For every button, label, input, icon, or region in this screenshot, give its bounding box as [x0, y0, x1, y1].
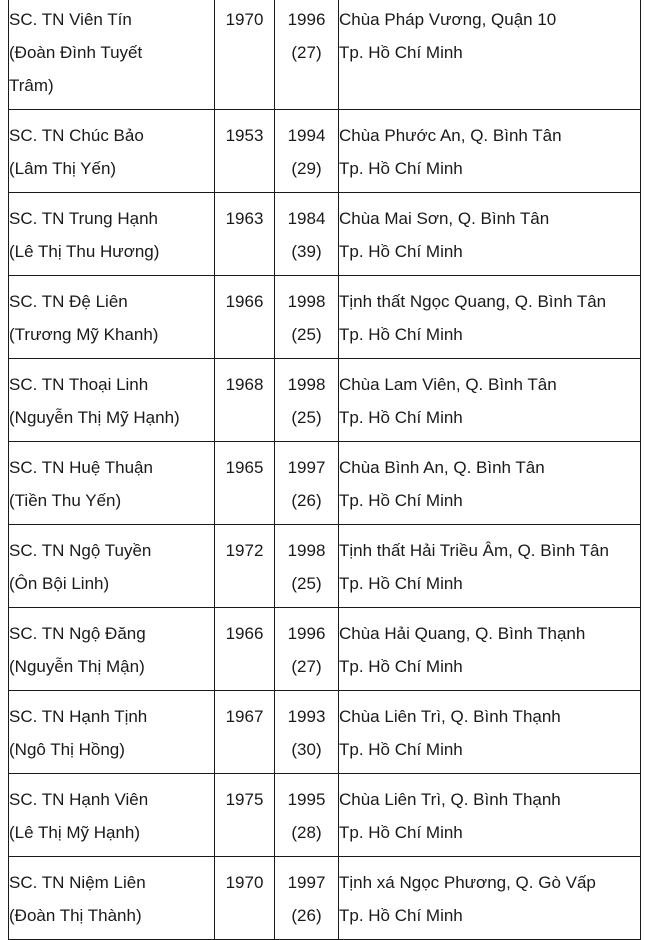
city-name: Tp. Hồ Chí Minh: [339, 159, 463, 178]
temple-cell: [339, 193, 641, 276]
birth-year-cell: [215, 774, 275, 857]
birth-year: 1975: [225, 790, 264, 809]
temple-cell: [339, 0, 641, 110]
temple-name: Chùa Liên Trì, Q. Bình Thạnh: [339, 707, 561, 726]
ordination-year: 1998: [287, 292, 326, 311]
lay-name: (Nguyễn Thị Mỹ Hạnh): [9, 408, 180, 427]
temple-cell: [339, 691, 641, 774]
name-cell: [9, 0, 215, 110]
city-name: Tp. Hồ Chí Minh: [339, 491, 463, 510]
years-count: (27): [291, 43, 322, 62]
lay-name: (Ôn Bội Linh): [9, 574, 110, 593]
years-count: (27): [291, 657, 322, 676]
ordination-cell: [275, 691, 339, 774]
lay-name: (Tiền Thu Yến): [9, 491, 122, 510]
birth-year-cell: [215, 525, 275, 608]
birth-year: 1963: [225, 209, 264, 228]
temple-cell: [339, 110, 641, 193]
table-body: [9, 0, 641, 940]
ordination-year: 1996: [287, 624, 326, 643]
lay-name: (Lâm Thị Yến): [9, 159, 117, 178]
birth-year: 1968: [225, 375, 264, 394]
name-cell: [9, 857, 215, 940]
lay-name: (Ngô Thị Hồng): [9, 740, 125, 759]
birth-year-cell: [215, 442, 275, 525]
religious-name: SC. TN Ngộ Tuyền: [9, 541, 152, 560]
ordination-cell: [275, 110, 339, 193]
birth-year: 1972: [225, 541, 264, 560]
temple-cell: [339, 857, 641, 940]
ordination-cell: [275, 608, 339, 691]
table-row: [9, 193, 641, 276]
years-count: (25): [291, 325, 322, 344]
religious-name: SC. TN Đệ Liên: [9, 292, 128, 311]
name-cell: [9, 608, 215, 691]
lay-name: (Đoàn Thị Thành): [9, 906, 142, 925]
religious-name: SC. TN Chúc Bảo: [9, 126, 144, 145]
birth-year-cell: [215, 276, 275, 359]
lay-name: (Lê Thị Mỹ Hạnh): [9, 823, 141, 842]
birth-year: 1966: [225, 292, 264, 311]
temple-name: Tịnh thất Hải Triều Âm, Q. Bình Tân: [339, 541, 609, 560]
temple-cell: [339, 608, 641, 691]
religious-name: SC. TN Niệm Liên: [9, 873, 146, 892]
birth-year: 1953: [225, 126, 264, 145]
temple-name: Chùa Bình An, Q. Bình Tân: [339, 458, 545, 477]
ordination-year: 1984: [287, 209, 326, 228]
name-cell: [9, 193, 215, 276]
ordination-cell: [275, 442, 339, 525]
religious-name: SC. TN Hạnh Viên: [9, 790, 149, 809]
ordination-year: 1996: [287, 10, 326, 29]
temple-cell: [339, 525, 641, 608]
birth-year-cell: [215, 359, 275, 442]
birth-year-cell: [215, 193, 275, 276]
religious-name: SC. TN Hạnh Tịnh: [9, 707, 148, 726]
temple-cell: [339, 442, 641, 525]
table-row: [9, 691, 641, 774]
city-name: Tp. Hồ Chí Minh: [339, 906, 463, 925]
table-row: [9, 608, 641, 691]
city-name: Tp. Hồ Chí Minh: [339, 657, 463, 676]
city-name: Tp. Hồ Chí Minh: [339, 325, 463, 344]
nuns-table: [8, 0, 641, 940]
years-count: (39): [291, 242, 322, 261]
table-row: [9, 857, 641, 940]
temple-name: Chùa Liên Trì, Q. Bình Thạnh: [339, 790, 561, 809]
ordination-year: 1997: [287, 873, 326, 892]
ordination-cell: [275, 193, 339, 276]
years-count: (26): [291, 491, 322, 510]
ordination-cell: [275, 276, 339, 359]
ordination-year: 1995: [287, 790, 326, 809]
ordination-year: 1994: [287, 126, 326, 145]
ordination-year: 1998: [287, 541, 326, 560]
ordination-year: 1997: [287, 458, 326, 477]
ordination-cell: [275, 359, 339, 442]
ordination-year: 1998: [287, 375, 326, 394]
temple-cell: [339, 774, 641, 857]
temple-name: Chùa Pháp Vương, Quận 10: [339, 10, 557, 29]
ordination-year: 1993: [287, 707, 326, 726]
lay-name: (Trương Mỹ Khanh): [9, 325, 159, 344]
table-row: [9, 110, 641, 193]
city-name: Tp. Hồ Chí Minh: [339, 408, 463, 427]
ordination-cell: [275, 525, 339, 608]
city-name: Tp. Hồ Chí Minh: [339, 740, 463, 759]
temple-name: Chùa Lam Viên, Q. Bình Tân: [339, 375, 557, 394]
years-count: (25): [291, 574, 322, 593]
birth-year: 1967: [225, 707, 264, 726]
table-row: [9, 525, 641, 608]
ordination-cell: [275, 857, 339, 940]
years-count: (25): [291, 408, 322, 427]
birth-year: 1966: [225, 624, 264, 643]
religious-name: SC. TN Thoại Linh: [9, 375, 149, 394]
name-cell: [9, 110, 215, 193]
city-name: Tp. Hồ Chí Minh: [339, 242, 463, 261]
religious-name: SC. TN Ngộ Đăng: [9, 624, 146, 643]
religious-name: SC. TN Huệ Thuận: [9, 458, 153, 477]
name-cell: [9, 359, 215, 442]
city-name: Tp. Hồ Chí Minh: [339, 43, 463, 62]
years-count: (29): [291, 159, 322, 178]
city-name: Tp. Hồ Chí Minh: [339, 574, 463, 593]
city-name: Tp. Hồ Chí Minh: [339, 823, 463, 842]
lay-name: Trâm): [9, 76, 54, 95]
birth-year: 1970: [225, 873, 264, 892]
name-cell: [9, 276, 215, 359]
years-count: (28): [291, 823, 322, 842]
temple-name: Chùa Hải Quang, Q. Bình Thạnh: [339, 624, 586, 643]
lay-name: (Nguyễn Thị Mận): [9, 657, 145, 676]
table-row: [9, 442, 641, 525]
birth-year-cell: [215, 0, 275, 110]
birth-year-cell: [215, 608, 275, 691]
temple-name: Chùa Phước An, Q. Bình Tân: [339, 126, 562, 145]
birth-year: 1965: [225, 458, 264, 477]
birth-year-cell: [215, 691, 275, 774]
table-row: [9, 0, 641, 110]
ordination-cell: [275, 774, 339, 857]
temple-name: Tịnh xá Ngọc Phương, Q. Gò Vấp: [339, 873, 596, 892]
name-cell: [9, 442, 215, 525]
ordination-cell: [275, 0, 339, 110]
birth-year-cell: [215, 110, 275, 193]
temple-cell: [339, 276, 641, 359]
lay-name: (Đoàn Đình Tuyết: [9, 43, 143, 62]
years-count: (30): [291, 740, 322, 759]
years-count: (26): [291, 906, 322, 925]
lay-name: (Lê Thị Thu Hương): [9, 242, 160, 261]
name-cell: [9, 525, 215, 608]
birth-year: 1970: [225, 10, 264, 29]
temple-name: Tịnh thất Ngọc Quang, Q. Bình Tân: [339, 292, 607, 311]
name-cell: [9, 774, 215, 857]
table-row: [9, 276, 641, 359]
table-row: [9, 359, 641, 442]
religious-name: SC. TN Viên Tín: [9, 10, 132, 29]
religious-name: SC. TN Trung Hạnh: [9, 209, 158, 228]
name-cell: [9, 691, 215, 774]
birth-year-cell: [215, 857, 275, 940]
temple-cell: [339, 359, 641, 442]
table-row: [9, 774, 641, 857]
temple-name: Chùa Mai Sơn, Q. Bình Tân: [339, 209, 550, 228]
